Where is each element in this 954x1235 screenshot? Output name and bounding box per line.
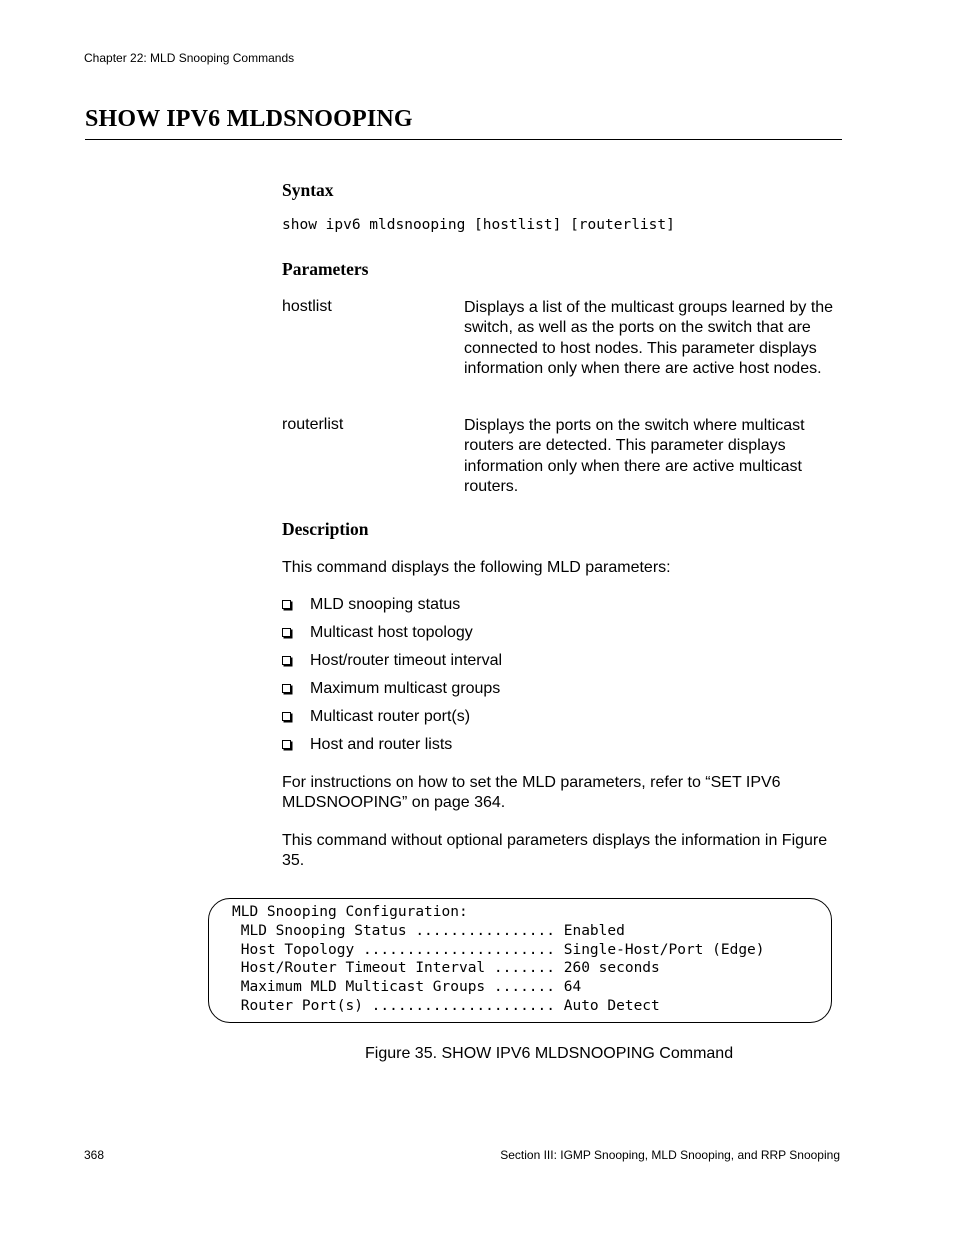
param-name-hostlist: hostlist [282, 298, 332, 315]
checkbox-bullet-icon [282, 740, 291, 749]
figure-caption: Figure 35. SHOW IPV6 MLDSNOOPING Command [365, 1045, 734, 1062]
param-desc-hostlist: Displays a list of the multicast groups learned by the switch, as well as the ports on the switch that are connected to host nodes. This parameter displays information only when there are active host nodes. [464, 299, 834, 377]
syntax-heading: Syntax [282, 180, 334, 200]
page-title: SHOW IPV6 MLDSNOOPING [85, 106, 413, 132]
param-desc-routerlist: Displays the ports on the switch where multicast routers are detected. This parameter displays information only when there are active multicast routers. [464, 417, 805, 495]
syntax-command: show ipv6 mldsnooping [hostlist] [routerlist] [282, 217, 675, 233]
description-paragraph-1: For instructions on how to set the MLD parameters, refer to “SET IPV6 MLDSNOOPING” on page 364. [282, 774, 781, 812]
running-header: Chapter 22: MLD Snooping Commands [84, 51, 295, 65]
description-paragraph-2: This command without optional parameters displays the information in Figure 35. [282, 832, 828, 870]
checkbox-bullet-icon [282, 600, 291, 609]
parameters-heading: Parameters [282, 259, 369, 279]
checkbox-bullet-icon [282, 628, 291, 637]
title-rule [85, 139, 842, 140]
description-heading: Description [282, 519, 369, 539]
description-intro: This command displays the following MLD parameters: [282, 559, 671, 576]
page-number: 368 [84, 1148, 105, 1162]
checkbox-bullet-icon [282, 684, 291, 693]
checkbox-bullet-icon [282, 656, 291, 665]
checkbox-bullet-icon [282, 712, 291, 721]
param-name-routerlist: routerlist [282, 416, 344, 433]
footer-section: Section III: IGMP Snooping, MLD Snooping, and RRP Snooping [500, 1148, 840, 1162]
figure-code-output: MLD Snooping Configuration: MLD Snooping Status ................ Enabled Host Topology ...................... Single-Host/Port (Edge) Host/Router Timeout Interval ....... 260 seconds Maximum MLD Multicast Groups ....... 64 Router Port(s) ..................... Auto Detect [232, 904, 765, 1014]
